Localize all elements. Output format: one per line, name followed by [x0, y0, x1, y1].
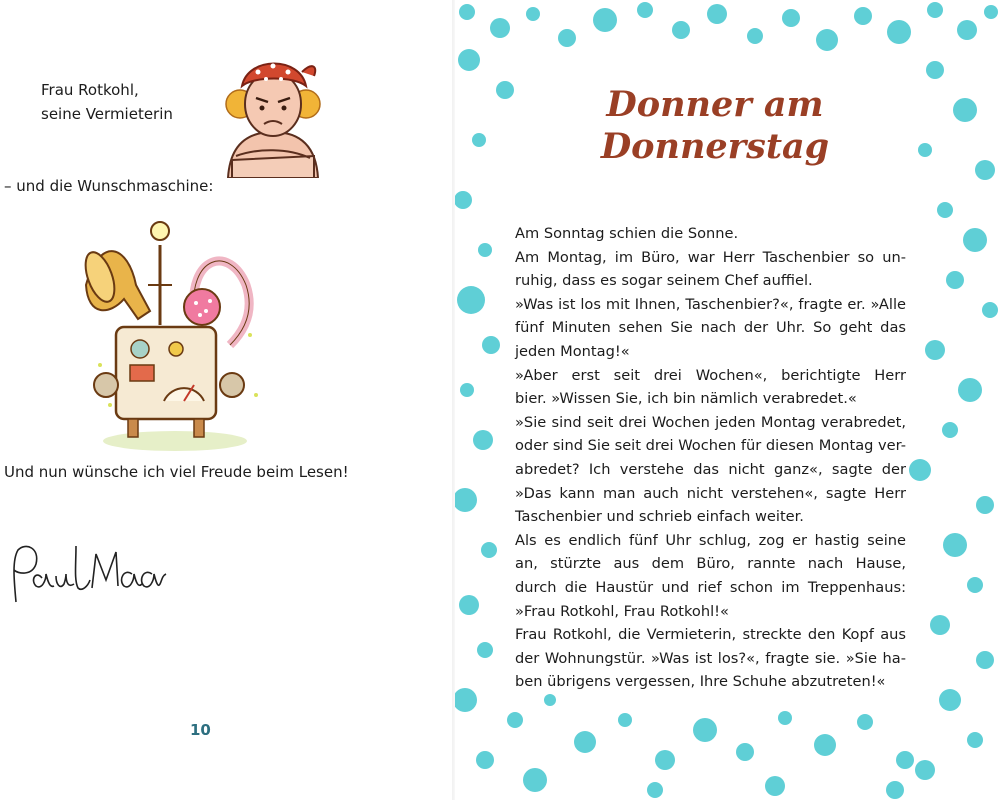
decor-dot: [816, 29, 838, 51]
story-line: Als es endlich fünf Uhr schlug, zog er hastig seine: [515, 531, 906, 549]
decor-dot: [747, 28, 763, 44]
decor-dot: [637, 2, 653, 18]
decor-dot: [472, 133, 486, 147]
decor-dot: [953, 98, 977, 122]
caption-name: Frau Rotkohl,: [41, 81, 139, 99]
decor-dot: [481, 542, 497, 558]
story-line: »Frau Rotkohl, Frau Rotkohl!«: [515, 602, 729, 620]
decor-dot: [482, 336, 500, 354]
story-line: Frau Rotkohl, die Vermieterin, streckte den Kopf aus: [515, 626, 906, 644]
decor-dot: [526, 7, 540, 21]
decor-dot: [930, 615, 950, 635]
story-line: Am Montag, im Büro, war Herr Taschenbier so un-: [515, 248, 906, 266]
caption-role: seine Vermieterin: [41, 105, 173, 123]
chapter-title-line-2: Donnerstag: [600, 126, 830, 167]
decor-dot: [707, 4, 727, 24]
decor-dot: [814, 734, 836, 756]
story-line: »Sie sind seit drei Wochen jeden Montag verabredet,: [515, 413, 906, 431]
decor-dot: [655, 750, 675, 770]
decor-dot: [976, 496, 994, 514]
decor-dot: [976, 651, 994, 669]
decor-dot: [507, 712, 523, 728]
wish-machine-illustration: [80, 215, 270, 455]
decor-dot: [473, 430, 493, 450]
story-line: an, stürzte aus dem Büro, rannte nach Hause,: [515, 555, 906, 573]
decor-dot: [736, 743, 754, 761]
decor-dot: [455, 488, 477, 512]
decor-dot: [927, 2, 943, 18]
decor-dot: [957, 20, 977, 40]
decor-dot: [672, 21, 690, 39]
decor-dot: [490, 18, 510, 38]
chapter-title: [555, 84, 875, 168]
decor-dot: [963, 228, 987, 252]
decor-dot: [765, 776, 785, 796]
story-line: »Das kann man auch nicht verstehen«, sagte Herr: [515, 484, 906, 502]
decor-dot: [886, 781, 904, 799]
decor-dot: [782, 9, 800, 27]
story-line: ben übrigens vergessen, Ihre Schuhe abzutreten!«: [515, 673, 886, 691]
decor-dot: [478, 243, 492, 257]
page-number: 10: [190, 721, 211, 739]
decor-dot: [455, 688, 477, 712]
left-page: [0, 0, 455, 800]
decor-dot: [967, 732, 983, 748]
story-line: Am Sonntag schien die Sonne.: [515, 225, 739, 242]
story-line: abredet? Ich verstehe das nicht ganz«, sagte der: [515, 460, 906, 478]
decor-dot: [457, 286, 485, 314]
decor-dot: [943, 533, 967, 557]
decor-dot: [558, 29, 576, 47]
decor-dot: [939, 689, 961, 711]
decor-dot: [946, 271, 964, 289]
story-line: bier. »Wissen Sie, ich bin nämlich verabredet.«: [515, 390, 857, 408]
decor-dot: [857, 714, 873, 730]
decor-dot: [984, 5, 998, 19]
story-text: [515, 222, 906, 694]
decor-dot: [887, 20, 911, 44]
story-line: ruhig, dass es sogar seinem Chef auffiel.: [515, 272, 813, 290]
decor-dot: [942, 422, 958, 438]
decor-dot: [925, 340, 945, 360]
story-line: fünf Minuten sehen Sie nach der Uhr. So geht das: [515, 319, 906, 337]
decor-dot: [909, 459, 931, 481]
decor-dot: [958, 378, 982, 402]
decor-dot: [982, 302, 998, 318]
decor-dot: [937, 202, 953, 218]
story-line: oder sind Sie seit drei Wochen für diesen Montag ver-: [515, 437, 906, 455]
decor-dot: [459, 595, 479, 615]
decor-dot: [915, 760, 935, 780]
right-page: [455, 0, 1000, 800]
story-line: Taschenbier und schrieb einfach weiter.: [515, 508, 804, 526]
decor-dot: [544, 694, 556, 706]
decor-dot: [455, 191, 472, 209]
story-line: jeden Montag!«: [515, 342, 630, 360]
author-signature: [4, 540, 169, 610]
decor-dot: [460, 383, 474, 397]
decor-dot: [574, 731, 596, 753]
decor-dot: [975, 160, 995, 180]
decor-dot: [896, 751, 914, 769]
decor-dot: [918, 143, 932, 157]
decor-dot: [926, 61, 944, 79]
decor-dot: [854, 7, 872, 25]
story-line: »Aber erst seit drei Wochen«, berichtigte Herr: [515, 366, 906, 384]
decor-dot: [647, 782, 663, 798]
decor-dot: [618, 713, 632, 727]
decor-dot: [476, 751, 494, 769]
decor-dot: [778, 711, 792, 725]
story-line: »Was ist los mit Ihnen, Taschenbier?«, fragte er. »Alle: [515, 295, 906, 313]
decor-dot: [458, 49, 480, 71]
decor-dot: [593, 8, 617, 32]
wish-machine-intro: – und die Wunschmaschine:: [4, 177, 214, 195]
chapter-title-line-1: Donner am: [606, 84, 824, 125]
frau-rotkohl-illustration: [218, 52, 328, 178]
decor-dot: [459, 4, 475, 20]
decor-dot: [693, 718, 717, 742]
story-line: der Wohnungstür. »Was ist los?«, fragte sie. »Sie ha-: [515, 649, 906, 667]
decor-dot: [967, 577, 983, 593]
decor-dot: [523, 768, 547, 792]
story-line: durch die Haustür und rief schon im Treppenhaus:: [515, 578, 906, 596]
decor-dot: [496, 81, 514, 99]
decor-dot: [477, 642, 493, 658]
closing-wish: Und nun wünsche ich viel Freude beim Lesen!: [4, 463, 349, 481]
